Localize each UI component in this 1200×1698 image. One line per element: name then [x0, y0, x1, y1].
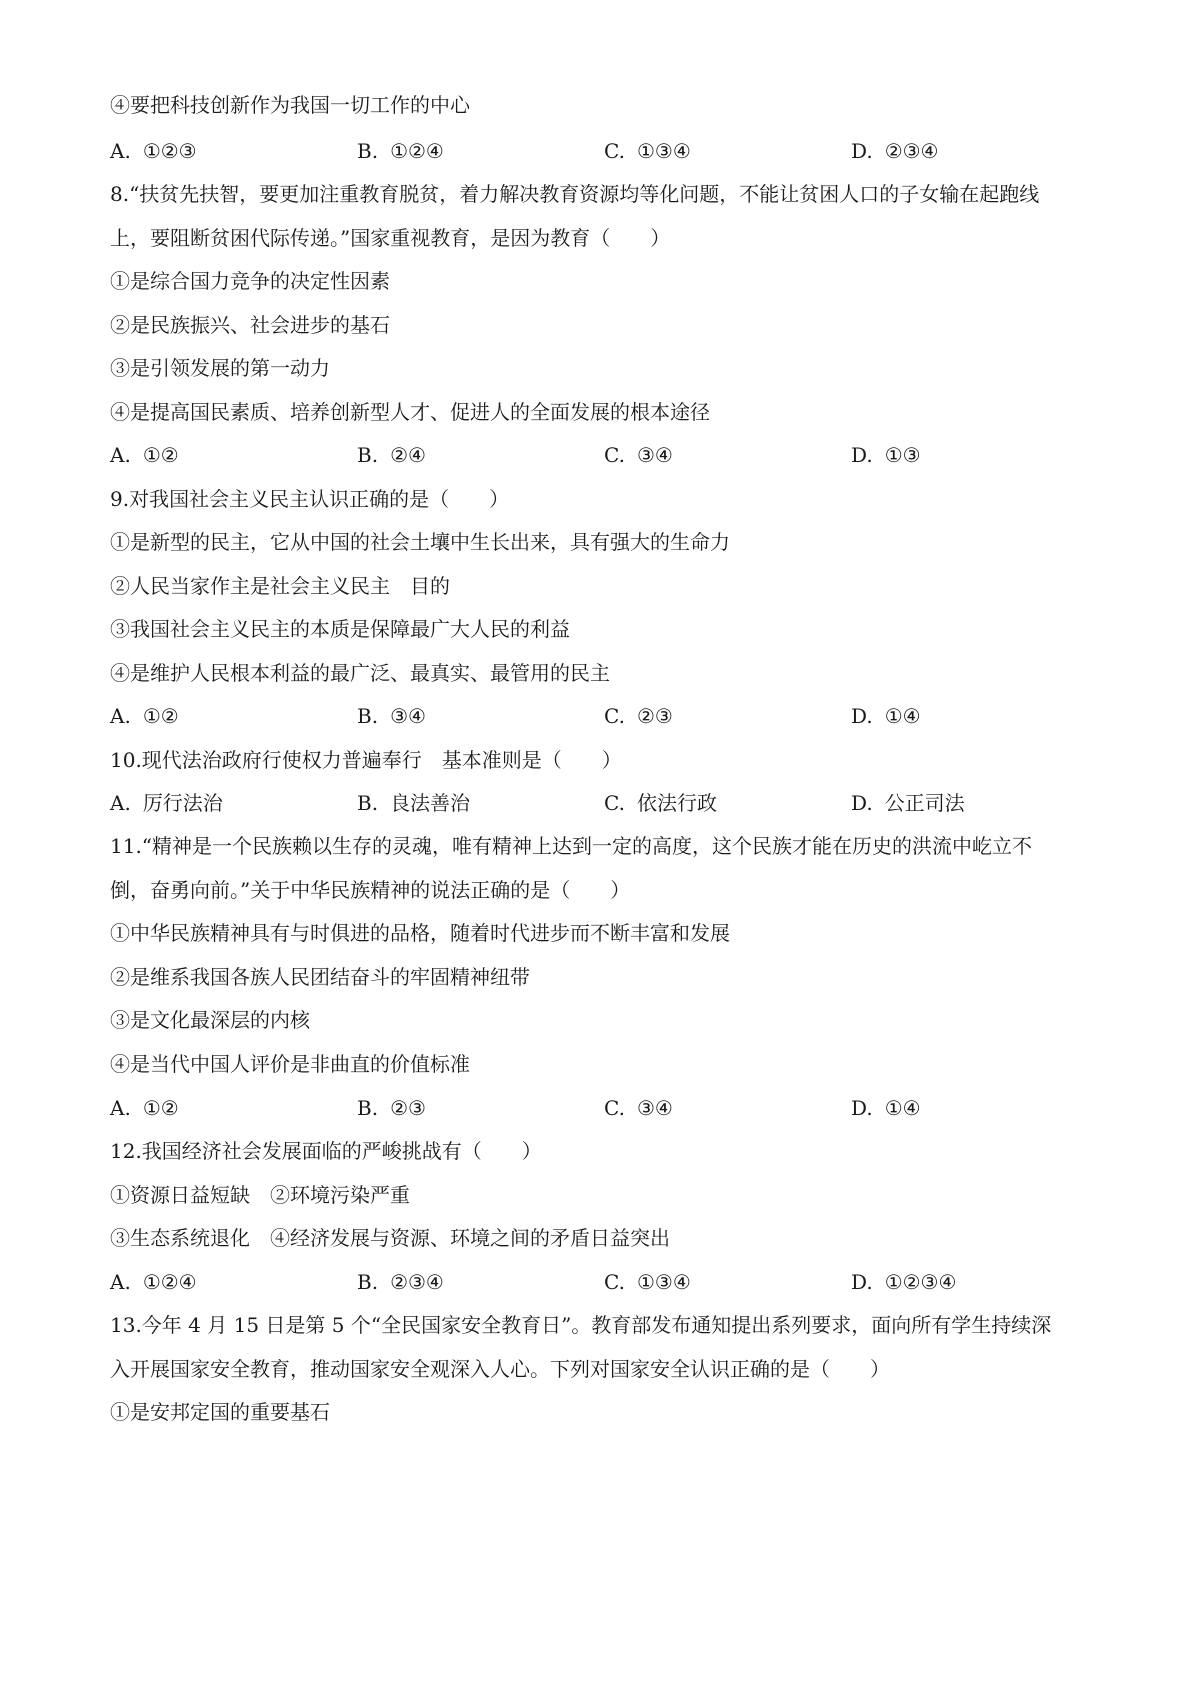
q9-answer-options	[110, 702, 1100, 730]
q9-item-1: ①是新型的民主，它从中国的社会土壤中生长出来，具有强大的生命力	[110, 530, 730, 554]
option-d[interactable]	[851, 441, 921, 469]
option-letter: D.	[851, 1096, 873, 1120]
option-text: ②④	[390, 443, 426, 467]
option-text: ①②③	[142, 139, 197, 163]
option-letter: A.	[110, 1270, 131, 1294]
q8-item-4: ④是提高国民素质、培养创新型人才、促进人的全面发展的根本途径	[110, 400, 710, 424]
q11-stem-line-1: 11.“精神是一个民族赖以生存的灵魂，唯有精神上达到一定的高度，这个民族才能在历史的洪流中屹立不	[110, 834, 1033, 858]
q11-item-4: ④是当代中国人评价是非曲直的价值标准	[110, 1052, 470, 1076]
option-letter: B.	[357, 1270, 379, 1294]
q11-item-1: ①中华民族精神具有与时俱进的品格，随着时代进步而不断丰富和发展	[110, 921, 730, 945]
option-text: ③④	[390, 704, 426, 728]
option-letter: D.	[851, 791, 873, 815]
q10-stem: 10.现代法治政府行使权力普遍奉行 基本准则是（ ）	[110, 748, 622, 772]
option-text: ②③	[636, 704, 673, 728]
option-b[interactable]	[357, 137, 444, 165]
option-c[interactable]	[604, 789, 717, 817]
option-d[interactable]	[851, 1268, 956, 1296]
q13-stem-line-1: 13.今年 4 月 15 日是第 5 个“全民国家安全教育日”。教育部发布通知提出系列要求，面向所有学生持续深	[110, 1313, 1052, 1337]
option-letter: C.	[604, 704, 625, 728]
q12-answer-options	[110, 1268, 1100, 1296]
q7-option-item-4: ④要把科技创新作为我国一切工作的中心	[110, 93, 470, 117]
option-text: 公正司法	[884, 791, 965, 815]
option-letter: D.	[851, 443, 873, 467]
option-text: ①②	[142, 1096, 179, 1120]
option-b[interactable]	[357, 1094, 426, 1122]
option-c[interactable]	[604, 702, 673, 730]
option-text: ①②	[142, 443, 179, 467]
option-text: ①②	[142, 704, 179, 728]
option-b[interactable]	[357, 789, 470, 817]
q11-item-2: ②是维系我国各族人民团结奋斗的牢固精神纽带	[110, 965, 530, 989]
option-letter: C.	[604, 443, 625, 467]
option-letter: B.	[357, 1096, 379, 1120]
option-c[interactable]	[604, 1094, 673, 1122]
q11-answer-options	[110, 1094, 1100, 1122]
option-letter: C.	[604, 139, 625, 163]
option-text: ①③④	[636, 1270, 691, 1294]
q13-stem-line-2: 入开展国家安全教育，推动国家安全观深入人心。下列对国家安全认识正确的是（ ）	[110, 1357, 890, 1381]
option-text: ①②③④	[884, 1270, 957, 1294]
option-a[interactable]	[110, 1094, 179, 1122]
option-d[interactable]	[851, 789, 965, 817]
q8-answer-options	[110, 441, 1100, 469]
option-text: ③④	[636, 443, 673, 467]
option-text: 良法善治	[390, 791, 471, 815]
option-a[interactable]	[110, 702, 179, 730]
option-text: 厉行法治	[142, 791, 223, 815]
option-text: ①③	[884, 443, 921, 467]
option-letter: D.	[851, 139, 873, 163]
q9-item-3: ③我国社会主义民主的本质是保障最广大人民的利益	[110, 617, 570, 641]
q8-stem-line-2: 上，要阻断贫困代际传递。”国家重视教育，是因为教育（ ）	[110, 226, 671, 250]
option-letter: B.	[357, 139, 379, 163]
q13-item-1: ①是安邦定国的重要基石	[110, 1400, 330, 1424]
option-letter: A.	[110, 443, 131, 467]
q12-items-line-1: ①资源日益短缺 ②环境污染严重	[110, 1183, 410, 1207]
q12-stem: 12.我国经济社会发展面临的严峻挑战有（ ）	[110, 1139, 542, 1163]
option-letter: B.	[357, 443, 379, 467]
option-letter: A.	[110, 1096, 131, 1120]
q8-item-2: ②是民族振兴、社会进步的基石	[110, 313, 390, 337]
q9-item-4: ④是维护人民根本利益的最广泛、最真实、最管用的民主	[110, 661, 610, 685]
q9-item-2: ②人民当家作主是社会主义民主 目的	[110, 574, 450, 598]
q10-answer-options	[110, 789, 1100, 817]
option-text: ①②④	[390, 139, 444, 163]
option-text: ①②④	[142, 1270, 197, 1294]
option-b[interactable]	[357, 441, 426, 469]
option-letter: A.	[110, 704, 131, 728]
option-letter: D.	[851, 704, 873, 728]
option-c[interactable]	[604, 441, 673, 469]
option-letter: A.	[110, 791, 131, 815]
option-text: ①④	[884, 1096, 921, 1120]
option-letter: C.	[604, 791, 625, 815]
option-a[interactable]	[110, 789, 223, 817]
option-d[interactable]	[851, 1094, 921, 1122]
option-text: ②③④	[884, 139, 939, 163]
option-b[interactable]	[357, 702, 426, 730]
q11-stem-line-2: 倒，奋勇向前。”关于中华民族精神的说法正确的是（ ）	[110, 878, 631, 902]
option-text: ①④	[884, 704, 921, 728]
option-d[interactable]	[851, 702, 921, 730]
option-text: 依法行政	[636, 791, 717, 815]
option-c[interactable]	[604, 1268, 691, 1296]
option-letter: A.	[110, 139, 131, 163]
option-b[interactable]	[357, 1268, 444, 1296]
option-a[interactable]	[110, 137, 197, 165]
option-letter: C.	[604, 1096, 625, 1120]
option-text: ②③	[390, 1096, 426, 1120]
q8-item-1: ①是综合国力竞争的决定性因素	[110, 269, 390, 293]
option-a[interactable]	[110, 1268, 197, 1296]
option-text: ③④	[636, 1096, 673, 1120]
option-d[interactable]	[851, 137, 938, 165]
option-a[interactable]	[110, 441, 179, 469]
option-text: ②③④	[390, 1270, 444, 1294]
option-letter: B.	[357, 791, 379, 815]
q12-items-line-2: ③生态系统退化 ④经济发展与资源、环境之间的矛盾日益突出	[110, 1226, 670, 1250]
option-letter: B.	[357, 704, 379, 728]
q11-item-3: ③是文化最深层的内核	[110, 1008, 310, 1032]
q7-answer-options	[110, 137, 1100, 165]
option-c[interactable]	[604, 137, 691, 165]
q8-item-3: ③是引领发展的第一动力	[110, 356, 330, 380]
q9-stem: 9.对我国社会主义民主认识正确的是（ ）	[110, 487, 510, 511]
option-letter: C.	[604, 1270, 625, 1294]
q8-stem-line-1: 8.“扶贫先扶智，要更加注重教育脱贫，着力解决教育资源均等化问题，不能让贫困人口的子女输在起跑线	[110, 182, 1040, 206]
option-text: ①③④	[636, 139, 691, 163]
option-letter: D.	[851, 1270, 873, 1294]
